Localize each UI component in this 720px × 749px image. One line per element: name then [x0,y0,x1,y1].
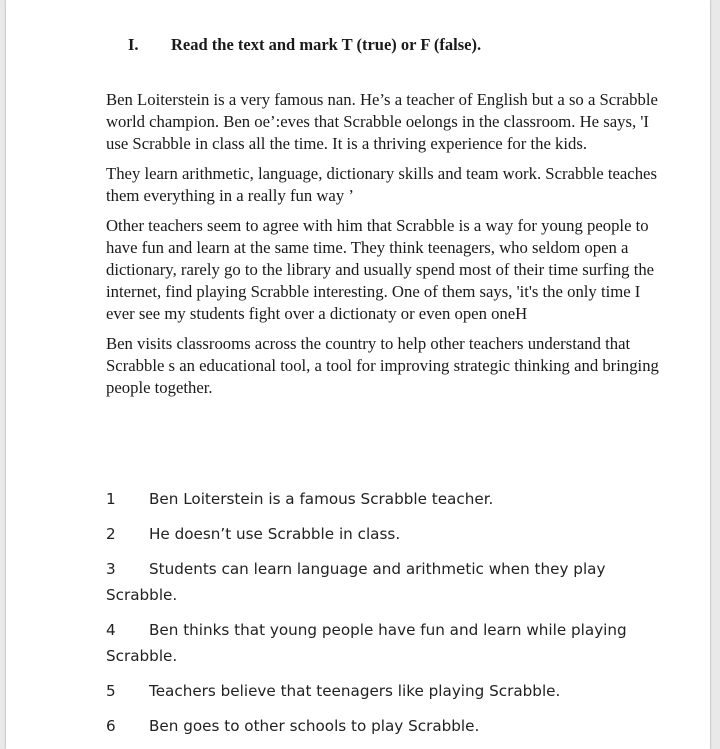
passage-paragraph: Ben visits classrooms across the country to help other teachers understand that Scrabble s an educational tool, a tool for improving strategic thinking and bringing people together. [106,334,659,397]
question-item [106,486,676,512]
question-number: 2 [106,525,116,543]
question-item [106,556,676,608]
question-number: 5 [106,682,116,700]
question-list [106,486,676,748]
question-number: 6 [106,717,116,735]
exercise-heading [128,35,481,55]
question-text: Ben thinks that young people have fun and learn while playing Scrabble. [106,621,627,665]
question-text: Students can learn language and arithmetic when they play Scrabble. [106,560,606,604]
question-text: Ben Loiterstein is a famous Scrabble teacher. [149,490,494,508]
reading-passage [106,89,666,407]
passage-paragraph: Other teachers seem to agree with him that Scrabble is a way for young people to have fun and learn at the same time. They think teenagers, who seldom open a dictionary, rarely go to the library and usually spend most of their time surfing the internet, find playing Scrabble interesting. One of them says, 'it's the only time I ever see my students fight over a dictionaty or even open oneH [106,216,655,323]
question-item [106,678,676,704]
question-item [106,713,676,739]
exercise-instruction: Read the text and mark T (true) or F (false). [171,35,482,54]
question-text: Ben goes to other schools to play Scrabble. [149,717,480,735]
question-number: 1 [106,490,116,508]
question-text: He doesn’t use Scrabble in class. [149,525,401,543]
question-text: Teachers believe that teenagers like playing Scrabble. [149,682,561,700]
passage-paragraph: They learn arithmetic, language, dictionary skills and team work. Scrabble teaches them everything in a really fun way ’ [106,164,657,205]
question-item [106,521,676,547]
document-page [6,0,710,749]
question-number: 3 [106,560,116,578]
passage-paragraph: Ben Loiterstein is a very famous nan. He’s a teacher of English but a so a Scrabble world champion. Ben oe’:eves that Scrabble oelongs in the classroom. He says, 'I use Scrabble in class all the time. It is a thriving experience for the kids. [106,90,658,153]
question-item [106,617,676,669]
exercise-number: I. [128,35,139,54]
question-number: 4 [106,621,116,639]
